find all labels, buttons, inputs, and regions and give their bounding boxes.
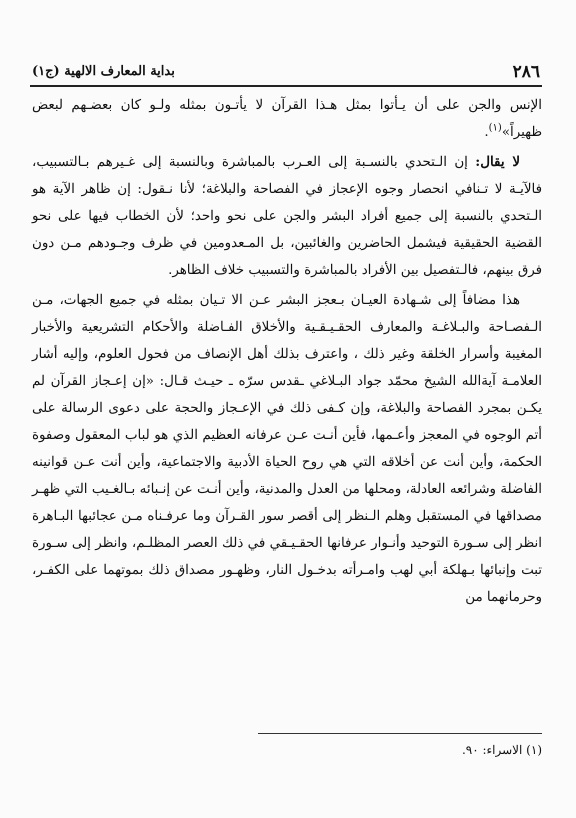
paragraph-2-lead: لا يقال:	[475, 154, 521, 170]
footnote: (١) الاسراء: ٩٠.	[461, 743, 542, 757]
paragraph-1-text: الإنس والجن على أن يـأتوا بمثل هـذا القرآن لا يأتـون بمثله ولـو كان بعضـهم لبعض ظهيراً»	[32, 98, 542, 140]
footnote-rule	[258, 733, 542, 734]
header-rule	[30, 85, 542, 87]
body-text	[32, 92, 542, 614]
running-header	[32, 62, 540, 84]
paragraph-1	[32, 92, 542, 146]
paragraph-3	[32, 287, 542, 611]
footnote-marker[interactable]: (١)	[488, 122, 502, 134]
page-number: ٢٨٦	[512, 62, 540, 82]
paragraph-3-text: هذا مضافاً إلى شـهادة العيـان بـعجز البشر عـن الا تـيان بمثله في جميع الجهات، مـن الـفصـاحة والبـلاغـة والمعارف الحقـيـقـية والأخلاق الفـاضلة والأحكام التشريعية والأخبار المغيبة وأسرار الخلقة وغير ذلك ، واعترف بذلك أهل الإنصاف من فحول العلوم، وإليه أشار العلامـة آية‌الله الشيخ محمّد جواد البـلاغي ـقدس سرّه ـ حيـث قـال: «إن إعـجاز القرآن لم يكـن بمجرد الفصاحة والبلاغة، وإن كـفى ذلك في الإعـجاز والحجة على دعوى الرسالة على أتم الوجوه في المعجز وأعـمها، فأين أنـت عـن عرفانه العظيم الذي هو لباب المعقول وصفوة الحكمة، وأين أنت عن أخلاقه التي هي روح الحياة الأدبية والاجتماعية، وأين أنت عـن قوانينه الفاضلة وشرائعه العادلة، ومحلها من العدل والمدنية، وأين أنـت عن إنـبائه بـالغـيب التي ظهـر مصداقها في المستقبل وهلم الـنظر إلى أقصر سور القـرآن وما عرفـناه مـن عجائبها البـاهرة انظر إلى سـورة التوحيد وأنـوار عرفانها الحقـيـقي في ذلك العصر المظلـم، وانظر إلى سـورة تبت وإنبائها بـهلكة أبي لهب وامـرأته بدخـول النار، وظهـور مصداق ذلك بموتهما على الكفـر، وحرمانهما من	[32, 293, 542, 605]
paragraph-2-text: إن الـتحدي بالنسـبة إلى العـرب بالمباشرة وبالنسبة إلى غـيرهم بـالتسبيب، فالآيـة لا تـنافي انحصار وجوه الإعجاز في الفصاحة والبلاغة؛ لأنا نـقول: إن ظاهر الآية هو الـتحدي بالنسبة إلى جميع أفراد البشر والجن على نحو واحد؛ لأن الخطاب فيها على نحو القضية الحقيقية فيشمل الحاضرين والغائبين، بل المـعدومين في ظرف وجـودهم مـن دون فرق بينهم، فالـتفصيل بين الأفراد بالمباشرة والتسبيب خلاف الظاهر.	[32, 155, 542, 278]
running-title: بداية المعارف الالهية (ج١)	[32, 64, 175, 79]
paragraph-2	[32, 149, 542, 284]
paragraph-1-end: .	[484, 125, 489, 140]
